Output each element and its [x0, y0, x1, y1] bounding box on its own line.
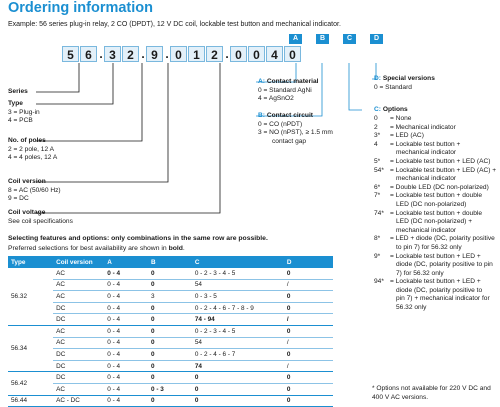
table-cell: 0 - 4 — [104, 279, 148, 291]
table-cell: 0 - 4 — [104, 268, 148, 279]
table-cell: DC — [53, 372, 104, 384]
table-cell: 0 — [148, 372, 192, 384]
table-cell: / — [284, 360, 333, 372]
table-cell: / — [284, 279, 333, 291]
option-desc: = Lockable test button + double — [390, 192, 483, 200]
option-desc: pin 7) + mechanical indicator for — [396, 295, 490, 303]
table-cell: 0 — [284, 268, 333, 279]
option-item — [374, 218, 500, 227]
table-row — [8, 279, 333, 291]
option-code: 6* — [374, 183, 381, 191]
table-cell: DC — [53, 314, 104, 326]
option-desc: = None — [390, 115, 412, 122]
table-cell: 0 — [148, 302, 192, 314]
option-code: 9* — [374, 252, 381, 260]
table-cell: 0 - 2 - 4 - 6 - 7 - 8 - 9 — [192, 302, 284, 314]
code-digit: 9 — [146, 46, 163, 62]
option-item — [374, 192, 500, 201]
option-code: 3* — [374, 132, 381, 140]
selection-subtitle: Preferred selections for best availability are shown in bold. — [8, 245, 185, 252]
option-item — [374, 270, 500, 279]
table-cell: 0 — [148, 268, 192, 279]
option-item — [374, 149, 500, 158]
option-desc: mechanical indicator — [396, 175, 457, 183]
table-cell: AC - DC — [53, 395, 104, 407]
code-digit: 0 — [248, 46, 265, 62]
option-desc: = Lockable test button + LED (AC) — [390, 157, 491, 165]
table-cell: DC — [53, 360, 104, 372]
example-text: Example: 56 series plug-in relay, 2 CO (DPDT), 12 V DC coil, lockable test button and mechanical indicator. — [8, 21, 341, 28]
option-item — [374, 132, 500, 141]
table-row — [8, 302, 333, 314]
table-cell: 0 — [148, 349, 192, 361]
selection-table — [8, 256, 333, 407]
selection-title: Selecting features and options: only combinations in the same row are possible. — [8, 235, 268, 242]
table-cell: 54 — [192, 279, 284, 291]
tag-a: A — [289, 34, 302, 44]
options-list — [374, 115, 500, 313]
option-item — [374, 278, 500, 287]
option-code — [374, 227, 390, 236]
option-item — [374, 287, 500, 296]
coil-version-block: Coil version 8 = AC (50/60 Hz) 9 = DC — [8, 178, 61, 203]
option-desc: diode (DC, polarity positive to pin — [396, 261, 493, 269]
table-cell: 0 — [192, 395, 284, 407]
code-digit: 4 — [266, 46, 283, 62]
option-desc: = Double LED (DC non-polarized) — [390, 183, 489, 191]
option-code — [374, 261, 390, 270]
table-cell: 0 — [284, 349, 333, 361]
series-heading: Series — [8, 88, 28, 95]
option-desc: = LED (AC) — [390, 132, 424, 140]
option-code: 0 — [374, 115, 378, 122]
option-code: 8* — [374, 235, 381, 243]
table-cell: 0 - 4 — [104, 349, 148, 361]
table-cell: 0 — [192, 383, 284, 395]
table-header-cell: A — [104, 256, 148, 268]
table-row — [8, 360, 333, 372]
option-item — [374, 184, 500, 193]
option-item — [374, 235, 500, 244]
contact-circuit-block: B: Contact circuit 0 = CO (nPDT) 3 = NO (nPST), ≥ 1.5 mm contact gap — [258, 112, 333, 145]
type-cell: 56.42 — [8, 372, 53, 395]
table-row — [8, 314, 333, 326]
table-cell: 0 - 4 — [104, 395, 148, 407]
table-row — [8, 349, 333, 361]
option-item — [374, 261, 500, 270]
type-cell: 56.44 — [8, 395, 53, 407]
code-digit: 0 — [284, 46, 301, 62]
table-row — [8, 291, 333, 303]
option-item — [374, 124, 500, 133]
table-row — [8, 337, 333, 349]
table-cell: 0 — [148, 360, 192, 372]
poles-block: No. of poles 2 = 2 pole, 12 A 4 = 4 poles, 12 A — [8, 137, 58, 162]
table-cell: 0 — [284, 325, 333, 337]
option-desc: = Lockable test button + LED (AC) + — [390, 166, 497, 174]
table-cell: 0 - 4 — [104, 314, 148, 326]
table-cell: 0 - 2 - 4 - 6 - 7 — [192, 349, 284, 361]
code-separator: . — [99, 47, 103, 61]
table-cell: 0 - 4 — [104, 325, 148, 337]
table-cell: AC — [53, 268, 104, 279]
table-header-cell: Coil version — [53, 256, 104, 268]
table-cell: 0 - 4 — [104, 383, 148, 395]
code-digit: 0 — [230, 46, 247, 62]
table-cell: AC — [53, 337, 104, 349]
option-desc: = Lockable test button + double — [390, 209, 483, 217]
options-note: * Options not available for 220 V DC and 400 V AC versions. — [372, 385, 491, 401]
option-item — [374, 253, 500, 262]
table-cell: 0 — [284, 372, 333, 384]
table-row — [8, 372, 333, 384]
table-row — [8, 395, 333, 407]
option-item — [374, 115, 500, 124]
option-code — [374, 270, 390, 279]
option-code — [374, 201, 390, 210]
table-cell: 74 - 94 — [192, 314, 284, 326]
table-cell: 0 — [284, 383, 333, 395]
table-header-cell: C — [192, 256, 284, 268]
options-heading: C: Options — [374, 106, 408, 113]
type-cell: 56.34 — [8, 325, 53, 371]
code-digit: 6 — [80, 46, 97, 62]
coil-voltage-block: Coil voltage See coil specifications — [8, 209, 73, 225]
table-cell: 0 - 4 — [104, 302, 148, 314]
table-cell: 0 - 3 - 5 — [192, 291, 284, 303]
option-code — [374, 295, 390, 304]
table-header-cell: Type — [8, 256, 53, 268]
table-row — [8, 325, 333, 337]
option-item — [374, 244, 500, 253]
special-versions-block: D: Special versions 0 = Standard — [374, 75, 435, 91]
table-header-cell: D — [284, 256, 333, 268]
table-cell: 0 — [284, 302, 333, 314]
table-cell: 0 — [148, 337, 192, 349]
option-item — [374, 201, 500, 210]
table-cell: / — [284, 337, 333, 349]
option-item — [374, 175, 500, 184]
table-cell: AC — [53, 325, 104, 337]
option-code: 4 — [374, 140, 378, 148]
table-cell: 0 — [148, 325, 192, 337]
table-cell: 0 — [148, 279, 192, 291]
table-cell: AC — [53, 291, 104, 303]
table-cell: 54 — [192, 337, 284, 349]
table-cell: AC — [53, 383, 104, 395]
option-item — [374, 227, 500, 236]
code-digit: 1 — [188, 46, 205, 62]
table-cell: 0 — [284, 395, 333, 407]
code-digit: 0 — [170, 46, 187, 62]
table-row — [8, 268, 333, 279]
option-code — [374, 218, 390, 227]
table-cell: 3 — [148, 291, 192, 303]
table-cell: 0 — [148, 395, 192, 407]
code-separator: . — [165, 47, 169, 61]
option-desc: LED (DC non-polarized) — [396, 200, 467, 208]
option-desc: to pin 7) for 56.32 only — [396, 243, 462, 251]
code-separator: . — [225, 47, 229, 61]
type-block: Type 3 = Plug-in 4 = PCB — [8, 100, 40, 125]
option-item — [374, 210, 500, 219]
option-code: 54* — [374, 166, 384, 174]
option-code — [374, 304, 390, 313]
option-code: 94* — [374, 278, 384, 286]
option-desc: = Mechanical indicator — [390, 123, 456, 131]
option-code: 74* — [374, 209, 384, 217]
tag-d: D — [370, 34, 383, 44]
table-cell: 0 - 3 — [148, 383, 192, 395]
table-cell: 0 - 4 — [104, 372, 148, 384]
code-digit: 5 — [62, 46, 79, 62]
table-cell: AC — [53, 279, 104, 291]
code-digit: 2 — [206, 46, 223, 62]
option-code — [374, 244, 390, 253]
option-item — [374, 295, 500, 304]
code-digit: 2 — [122, 46, 139, 62]
tag-b: B — [316, 34, 329, 44]
table-cell: DC — [53, 349, 104, 361]
table-cell: 0 - 4 — [104, 360, 148, 372]
table-cell: 0 — [148, 314, 192, 326]
option-code: 5* — [374, 157, 381, 165]
option-item — [374, 158, 500, 167]
contact-material-block: A: Contact material 0 = Standard AgNi 4 = AgSnO2 — [258, 78, 319, 103]
option-desc: diode (DC, polarity positive to — [396, 286, 483, 294]
table-cell: 74 — [192, 360, 284, 372]
option-item — [374, 304, 500, 313]
table-row — [8, 383, 333, 395]
option-item — [374, 167, 500, 176]
option-desc: = Lockable test button + LED + — [390, 278, 481, 286]
table-cell: 0 - 4 — [104, 337, 148, 349]
option-code — [374, 287, 390, 296]
code-digit: 3 — [104, 46, 121, 62]
table-header-cell: B — [148, 256, 192, 268]
page-title: Ordering information — [8, 0, 153, 16]
table-cell: 0 — [192, 372, 284, 384]
table-cell: 0 — [284, 291, 333, 303]
option-desc: 56.32 only — [396, 304, 427, 312]
table-cell: / — [284, 314, 333, 326]
table-cell: 0 - 2 - 3 - 4 - 5 — [192, 268, 284, 279]
tag-c: C — [343, 34, 356, 44]
option-desc: 7) for 56.32 only — [396, 269, 444, 277]
table-cell: 0 - 2 - 3 - 4 - 5 — [192, 325, 284, 337]
option-desc: = LED + diode (DC, polarity positive — [390, 235, 495, 243]
type-cell: 56.32 — [8, 268, 53, 325]
option-code: 2 — [374, 123, 378, 131]
option-code — [374, 149, 390, 158]
option-desc: mechanical indicator — [396, 149, 457, 157]
code-separator: . — [141, 47, 145, 61]
option-desc: mechanical indicator — [396, 226, 457, 234]
table-cell: 0 - 4 — [104, 291, 148, 303]
option-code: 7* — [374, 192, 381, 200]
option-code — [374, 175, 390, 184]
option-desc: = Lockable test button + LED + — [390, 252, 481, 260]
table-cell: DC — [53, 302, 104, 314]
option-item — [374, 141, 500, 150]
option-desc: = Lockable test button + — [390, 140, 461, 148]
table-header-row — [8, 256, 333, 268]
option-desc: LED (DC non-polarized) + — [396, 218, 473, 226]
